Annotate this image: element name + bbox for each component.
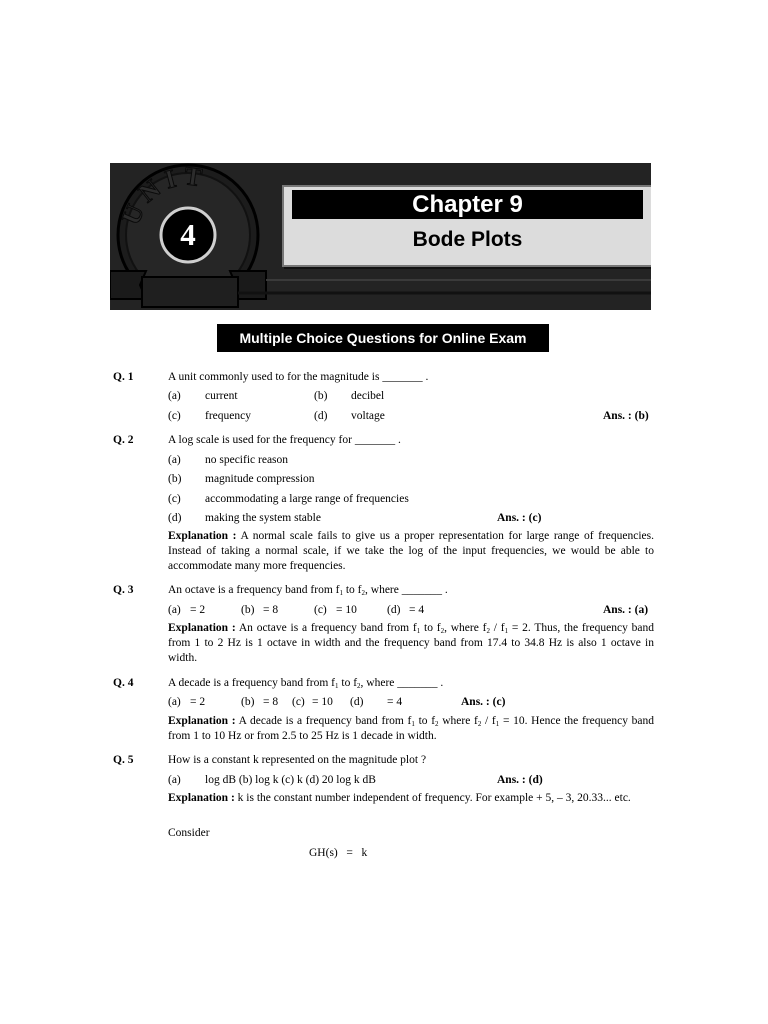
option-key: (c) <box>168 493 181 505</box>
question-text: An octave is a frequency band from $f_1$ to $f_2$, where _______ . <box>168 584 448 597</box>
option-text: magnitude compression <box>205 473 315 485</box>
question-text: How is a constant k represented on the magnitude plot ? <box>168 754 427 766</box>
option-text: current <box>205 390 238 402</box>
explanation-label: Explanation : <box>168 715 236 727</box>
explanation-text: A normal scale fails to give us a proper representation for large range of frequencies. Instead of taking a normal scale, if we take the log of the input frequencies, we would be able to accommodate many more frequencies. <box>168 530 654 572</box>
explanation-label: Explanation : <box>168 792 235 804</box>
question-text: A log scale is used for the frequency for _______ . <box>168 434 401 446</box>
option-key: (d) <box>314 410 328 422</box>
unit-arc-text: UNIT <box>116 163 210 229</box>
explanation-label: Explanation : <box>168 622 236 634</box>
explanation-label: Explanation : <box>168 530 237 542</box>
chapter-banner <box>110 163 651 310</box>
option-key: (b) <box>168 473 182 485</box>
options-line: log dB (b) log k (c) k (d) 20 log k dB <box>205 774 376 786</box>
explanation <box>168 791 654 806</box>
option-key: (a) <box>168 604 181 616</box>
option-text: accommodating a large range of frequencies <box>205 493 409 505</box>
option-key: (b) <box>314 390 328 402</box>
chapter-title-box <box>282 185 651 267</box>
answer: Ans. : (b) <box>603 410 649 422</box>
option-text: = 4 <box>387 696 403 708</box>
question-number: Q. 3 <box>113 584 134 596</box>
option-text: voltage <box>351 410 385 422</box>
explanation-text: k is the constant number independent of frequency. For example + 5, – 3, 20.33... etc. <box>237 792 631 804</box>
question-number: Q. 5 <box>113 754 134 766</box>
option-key: (c) <box>314 604 327 616</box>
option-key: (d) <box>168 512 182 524</box>
option-text: = 8 <box>263 604 279 616</box>
equation: GH(s) = k <box>309 847 368 859</box>
option-text: = 2 <box>190 604 206 616</box>
option-text: = 2 <box>190 696 206 708</box>
question-text: A decade is a frequency band from $f_1$ to $f_2$, where _______ . <box>168 677 444 690</box>
option-key: (d) <box>350 696 364 708</box>
chapter-title: Chapter 9 <box>292 190 643 219</box>
option-key: (a) <box>168 774 181 786</box>
explanation: Explanation : An octave is a frequency band from $f_1$ to $f_2$, where $f_2 / f_1 = 2$. Thus, the frequency band from 1 to 2 Hz is 1 octave in width and the frequency band from 17.4 to 34.8 Hz is also 1 octave in width. <box>168 622 654 664</box>
option-key: (a) <box>168 454 181 466</box>
chapter-subtitle: Bode Plots <box>412 228 523 251</box>
answer: Ans. : (c) <box>461 696 506 708</box>
answer: Ans. : (c) <box>497 512 542 524</box>
option-text: making the system stable <box>205 512 321 524</box>
option-text: decibel <box>351 390 385 402</box>
option-key: (d) <box>387 604 401 616</box>
option-text: = 10 <box>336 604 357 616</box>
consider-text: Consider <box>168 827 210 839</box>
question-number: Q. 1 <box>113 371 134 383</box>
option-text: = 10 <box>312 696 333 708</box>
section-label: Multiple Choice Questions for Online Exam <box>217 324 549 352</box>
option-text: frequency <box>205 410 251 422</box>
option-key: (b) <box>241 604 255 616</box>
unit-number: 4 <box>180 217 196 252</box>
explanation <box>168 529 654 574</box>
option-key: (a) <box>168 696 181 708</box>
answer: Ans. : (d) <box>497 774 543 786</box>
question-number: Q. 4 <box>113 677 134 689</box>
option-key: (c) <box>168 410 181 422</box>
explanation: Explanation : A decade is a frequency band from $f_1$ to $f_2$ where $f_2 / f_1 = 10$. Hence the frequency band from 1 to 10 Hz or from 2.5 to 25 Hz is 1 decade in width. <box>168 715 654 742</box>
option-key: (a) <box>168 390 181 402</box>
question-number: Q. 2 <box>113 434 134 446</box>
answer: Ans. : (a) <box>603 604 649 616</box>
option-text: = 4 <box>409 604 425 616</box>
option-text: = 8 <box>263 696 279 708</box>
option-key: (c) <box>292 696 305 708</box>
option-key: (b) <box>241 696 255 708</box>
option-text: no specific reason <box>205 454 289 466</box>
question-text: A unit commonly used to for the magnitude is _______ . <box>168 371 429 383</box>
